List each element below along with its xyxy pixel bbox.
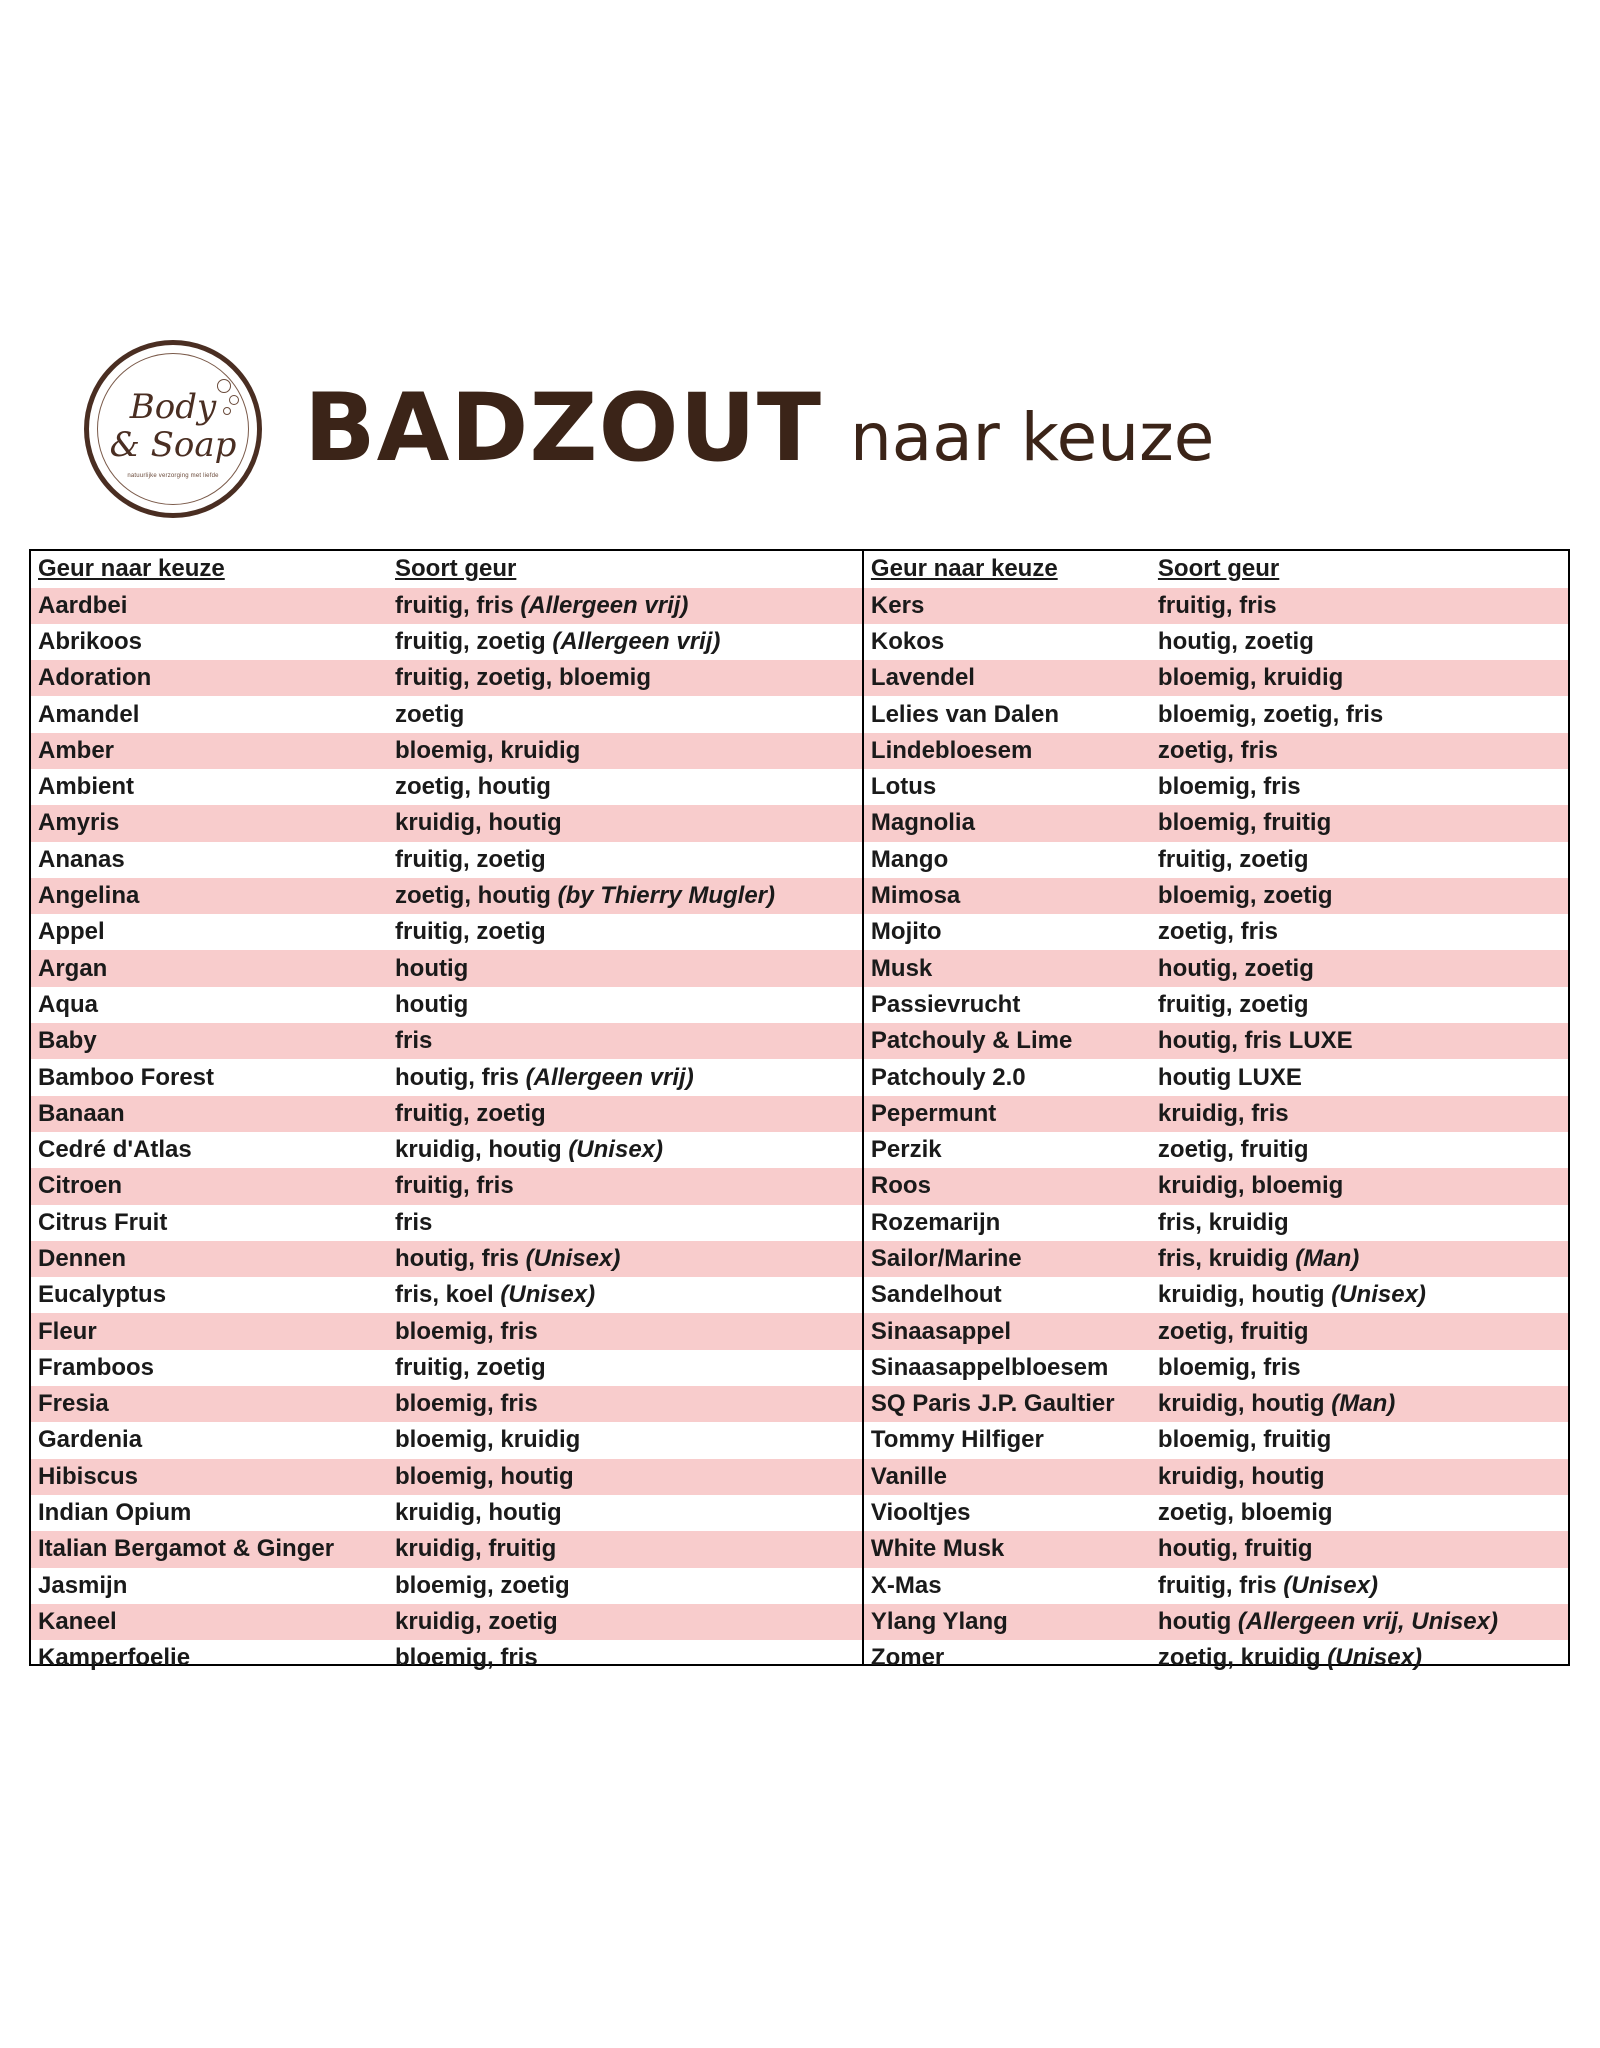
scent-type: kruidig, houtig	[1157, 1462, 1325, 1490]
scent-name: Eucalyptus	[38, 1281, 167, 1309]
scent-type: fris	[395, 1027, 433, 1055]
column-header-type: Soort geur	[1157, 555, 1280, 583]
scent-type: fris	[395, 1208, 433, 1236]
scent-type-cell	[1158, 1644, 1568, 1672]
scent-name: Lelies van Dalen	[870, 700, 1060, 728]
scent-type: zoetig	[395, 700, 465, 728]
scent-name: SQ Paris J.P. Gaultier	[870, 1390, 1115, 1418]
table-row	[864, 1495, 1568, 1531]
scent-type-cell	[395, 846, 862, 874]
scent-note: (Unisex)	[1331, 1281, 1426, 1309]
scent-name: Sinaasappel	[870, 1317, 1011, 1345]
table-row	[864, 624, 1568, 660]
scent-note: (Allergeen vrij)	[525, 1063, 694, 1091]
scent-name: Mojito	[870, 918, 942, 946]
scent-type: fruitig, fris	[1157, 591, 1277, 619]
table-row	[864, 1277, 1568, 1313]
scent-type-cell	[395, 1318, 862, 1346]
table-row	[31, 1168, 862, 1204]
scent-name: Adoration	[38, 664, 152, 692]
scent-type: fruitig, fris	[1157, 1571, 1277, 1599]
scent-type: fris, kruidig	[1157, 1208, 1289, 1236]
scent-note: (Man)	[1295, 1244, 1360, 1272]
scent-type: bloemig, fris	[395, 1390, 538, 1418]
table-row	[864, 1604, 1568, 1640]
table-row	[864, 950, 1568, 986]
scent-type-cell	[395, 1390, 862, 1418]
scent-type-cell	[1158, 991, 1568, 1019]
scent-type: fruitig, zoetig	[395, 627, 546, 655]
scent-type-cell	[1158, 1426, 1568, 1454]
scent-type-cell	[395, 955, 862, 983]
scent-name: Ambient	[38, 773, 134, 801]
scent-name: Zomer	[870, 1644, 945, 1672]
scent-type: houtig, zoetig	[1157, 954, 1314, 982]
table-row	[31, 987, 862, 1023]
scent-name: Sandelhout	[870, 1281, 1002, 1309]
scent-type: fruitig, zoetig	[1157, 990, 1309, 1018]
scent-type: zoetig, fruitig	[1157, 1136, 1309, 1164]
table-row	[864, 842, 1568, 878]
scent-type: fruitig, zoetig	[395, 1353, 546, 1381]
table-row	[864, 1422, 1568, 1458]
table-header-row	[864, 551, 1568, 588]
table-row	[31, 914, 862, 950]
scent-type: zoetig, fris	[1157, 736, 1278, 764]
column-header-scent: Geur naar keuze	[870, 555, 1058, 583]
scent-name: Mango	[870, 845, 949, 873]
scent-name: Kokos	[870, 627, 945, 655]
scent-type-cell	[395, 1281, 862, 1309]
scent-name: Appel	[38, 918, 105, 946]
table-row	[864, 878, 1568, 914]
scent-name: Lavendel	[870, 664, 975, 692]
scent-type-cell	[395, 701, 862, 729]
scent-note: (Unisex)	[568, 1136, 663, 1164]
scent-type-cell	[1158, 1535, 1568, 1563]
scent-note: (Allergeen vrij, Unisex)	[1237, 1607, 1498, 1635]
table-row	[864, 1568, 1568, 1604]
scent-type-cell	[395, 882, 862, 910]
table-row	[31, 1495, 862, 1531]
scent-type-cell	[395, 1644, 862, 1672]
scent-type: fruitig, fris	[395, 591, 514, 619]
scent-type: bloemig, fruitig	[1157, 809, 1332, 837]
scent-type-cell	[395, 1426, 862, 1454]
scent-name: Hibiscus	[38, 1462, 139, 1490]
scent-name: Gardenia	[38, 1426, 143, 1454]
table-row	[864, 696, 1568, 732]
table-row	[31, 1096, 862, 1132]
scent-name: Dennen	[38, 1244, 127, 1272]
scent-type: bloemig, zoetig	[395, 1571, 570, 1599]
table-row	[864, 588, 1568, 624]
table-row	[31, 1205, 862, 1241]
table-row	[31, 1132, 862, 1168]
scent-type-cell	[395, 1499, 862, 1527]
scent-type-cell	[395, 773, 862, 801]
scent-name: Citroen	[38, 1172, 122, 1200]
scent-type-cell	[395, 1027, 862, 1055]
table-row	[864, 769, 1568, 805]
table-row	[31, 1459, 862, 1495]
scent-type-cell	[1158, 773, 1568, 801]
scent-type-cell	[395, 737, 862, 765]
scent-note: (Unisex)	[1327, 1644, 1422, 1672]
table-row	[864, 1531, 1568, 1567]
scent-type: fruitig, zoetig, bloemig	[395, 664, 651, 692]
table-row	[864, 660, 1568, 696]
scent-type: fruitig, zoetig	[395, 845, 546, 873]
scent-type-cell	[395, 1245, 862, 1273]
scent-type-cell	[395, 664, 862, 692]
scent-type-cell	[1158, 628, 1568, 656]
scent-type: kruidig, houtig	[1157, 1281, 1325, 1309]
table-row	[31, 1023, 862, 1059]
scent-note: (Unisex)	[1283, 1571, 1378, 1599]
scent-type: houtig, fris	[395, 1063, 519, 1091]
scent-type: fris, kruidig	[1157, 1244, 1289, 1272]
scent-name: Perzik	[870, 1136, 942, 1164]
scent-name: Tommy Hilfiger	[870, 1426, 1044, 1454]
scent-type-cell	[395, 1136, 862, 1164]
scent-name: Fresia	[38, 1390, 109, 1418]
scent-type-cell	[1158, 846, 1568, 874]
table-row	[31, 1568, 862, 1604]
scent-type-cell	[1158, 1100, 1568, 1128]
table-row	[864, 1241, 1568, 1277]
scent-type: houtig LUXE	[1157, 1063, 1302, 1091]
title-sub: naar keuze	[849, 399, 1215, 476]
scent-table-left-column	[31, 551, 864, 1672]
scent-name: Sailor/Marine	[870, 1244, 1022, 1272]
scent-type: fruitig, zoetig	[395, 1099, 546, 1127]
table-row	[31, 950, 862, 986]
table-header-row	[31, 551, 862, 588]
scent-name: Ylang Ylang	[870, 1607, 1008, 1635]
scent-name: Viooltjes	[870, 1499, 971, 1527]
scent-type: fruitig, zoetig	[1157, 845, 1309, 873]
scent-note: (by Thierry Mugler)	[557, 882, 775, 910]
scent-type-cell	[1158, 1136, 1568, 1164]
table-row	[864, 914, 1568, 950]
table-row	[864, 1313, 1568, 1349]
table-row	[31, 805, 862, 841]
scent-type: kruidig, houtig	[395, 1136, 562, 1164]
scent-type-cell	[395, 1572, 862, 1600]
scent-type-cell	[1158, 1354, 1568, 1382]
scent-name: Jasmijn	[38, 1571, 128, 1599]
scent-type-cell	[1158, 1390, 1568, 1418]
scent-type-cell	[1158, 882, 1568, 910]
table-row	[864, 1640, 1568, 1676]
table-row	[864, 1459, 1568, 1495]
scent-name: Aqua	[38, 990, 98, 1018]
logo-text-body: Body	[129, 386, 217, 427]
scent-type-cell	[1158, 1318, 1568, 1346]
scent-name: Kers	[870, 591, 925, 619]
scent-type: houtig	[395, 954, 469, 982]
table-row	[864, 987, 1568, 1023]
scent-name: Passievrucht	[870, 990, 1021, 1018]
scent-type-cell	[1158, 809, 1568, 837]
scent-type-cell	[1158, 1172, 1568, 1200]
table-row	[864, 1132, 1568, 1168]
scent-name: Roos	[870, 1172, 931, 1200]
table-row	[31, 1277, 862, 1313]
scent-type-cell	[1158, 1064, 1568, 1092]
table-row	[31, 624, 862, 660]
scent-type-cell	[1158, 1209, 1568, 1237]
scent-name: Amandel	[38, 700, 140, 728]
scent-type-cell	[395, 1209, 862, 1237]
scent-name: Argan	[38, 954, 108, 982]
scent-type: kruidig, bloemig	[1157, 1172, 1344, 1200]
table-row	[864, 1350, 1568, 1386]
scent-type: zoetig, fris	[1157, 918, 1278, 946]
scent-type: houtig	[1157, 1607, 1232, 1635]
scent-note: (Unisex)	[525, 1244, 621, 1272]
scent-name: Citrus Fruit	[38, 1208, 168, 1236]
scent-name: Cedré d'Atlas	[38, 1136, 192, 1164]
scent-name: Bamboo Forest	[38, 1063, 215, 1091]
scent-type: bloemig, kruidig	[395, 1426, 581, 1454]
table-row	[31, 733, 862, 769]
scent-table	[29, 549, 1570, 1672]
scent-name: Angelina	[38, 882, 140, 910]
table-row	[31, 769, 862, 805]
scent-note: (Unisex)	[500, 1281, 596, 1309]
scent-name: Amber	[38, 736, 115, 764]
scent-name: Italian Bergamot & Ginger	[38, 1535, 335, 1563]
scent-type: bloemig, zoetig, fris	[1157, 700, 1384, 728]
scent-type-cell	[395, 592, 862, 620]
scent-type: kruidig, fruitig	[395, 1535, 557, 1563]
scent-name: Lindebloesem	[870, 736, 1033, 764]
scent-type-cell	[395, 809, 862, 837]
table-row	[31, 1059, 862, 1095]
scent-type-cell	[395, 1354, 862, 1382]
logo-text-soap: & Soap	[109, 424, 237, 465]
table-row	[31, 1313, 862, 1349]
scent-type: kruidig, houtig	[1157, 1390, 1325, 1418]
scent-type: zoetig, fruitig	[1157, 1317, 1309, 1345]
scent-name: Musk	[870, 954, 933, 982]
scent-name: Framboos	[38, 1353, 155, 1381]
table-row	[31, 878, 862, 914]
scent-type: kruidig, zoetig	[395, 1607, 558, 1635]
scent-name: Mimosa	[870, 882, 961, 910]
logo-tagline: natuurlijke verzorging met liefde	[127, 472, 219, 479]
scent-type: fruitig, zoetig	[395, 918, 546, 946]
scent-type-cell	[1158, 1027, 1568, 1055]
scent-name: Baby	[38, 1027, 97, 1055]
scent-type: houtig, fruitig	[1157, 1535, 1313, 1563]
scent-type-cell	[395, 1064, 862, 1092]
scent-type: zoetig, houtig	[395, 773, 551, 801]
table-row	[864, 805, 1568, 841]
scent-type-cell	[1158, 1463, 1568, 1491]
table-row	[31, 696, 862, 732]
table-row	[864, 733, 1568, 769]
scent-name: Banaan	[38, 1099, 125, 1127]
scent-type: houtig, fris LUXE	[1157, 1027, 1353, 1055]
scent-name: Aardbei	[38, 591, 128, 619]
scent-type: bloemig, fris	[1157, 1353, 1301, 1381]
scent-type: kruidig, houtig	[395, 809, 562, 837]
scent-type: fris, koel	[395, 1281, 494, 1309]
table-row	[31, 1386, 862, 1422]
scent-type-cell	[1158, 1572, 1568, 1600]
scent-name: Abrikoos	[38, 627, 143, 655]
scent-type-cell	[395, 1535, 862, 1563]
scent-name: X-Mas	[870, 1571, 942, 1599]
scent-type-cell	[1158, 918, 1568, 946]
scent-type-cell	[395, 991, 862, 1019]
scent-type-cell	[395, 1463, 862, 1491]
table-row	[31, 1350, 862, 1386]
table-row	[864, 1168, 1568, 1204]
scent-type-cell	[1158, 1245, 1568, 1273]
scent-type: kruidig, fris	[1157, 1099, 1289, 1127]
scent-name: Fleur	[38, 1317, 97, 1345]
scent-note: (Allergeen vrij)	[520, 591, 689, 619]
scent-type: kruidig, houtig	[395, 1499, 562, 1527]
scent-type-cell	[395, 1172, 862, 1200]
scent-name: Amyris	[38, 809, 120, 837]
scent-name: Ananas	[38, 845, 125, 873]
table-row	[31, 1640, 862, 1676]
table-row	[31, 1531, 862, 1567]
scent-name: Patchouly 2.0	[870, 1063, 1026, 1091]
scent-type: fruitig, fris	[395, 1172, 514, 1200]
table-row	[864, 1023, 1568, 1059]
scent-type-cell	[1158, 701, 1568, 729]
scent-type: houtig, zoetig	[1157, 627, 1314, 655]
scent-type: bloemig, houtig	[395, 1462, 574, 1490]
scent-type: bloemig, fris	[395, 1644, 538, 1672]
table-row	[31, 1422, 862, 1458]
scent-note: (Man)	[1331, 1390, 1396, 1418]
column-header-type: Soort geur	[395, 555, 517, 583]
scent-name: Kaneel	[38, 1607, 117, 1635]
scent-type-cell	[1158, 592, 1568, 620]
table-row	[31, 1604, 862, 1640]
scent-type-cell	[395, 918, 862, 946]
table-row	[864, 1386, 1568, 1422]
scent-name: Rozemarijn	[870, 1208, 1001, 1236]
scent-name: Vanille	[870, 1462, 947, 1490]
table-row	[31, 1241, 862, 1277]
column-header-scent: Geur naar keuze	[38, 555, 225, 583]
scent-type-cell	[1158, 664, 1568, 692]
scent-name: Lotus	[870, 773, 937, 801]
scent-type: zoetig, bloemig	[1157, 1499, 1333, 1527]
scent-name: Kamperfoelie	[38, 1644, 191, 1672]
scent-type: zoetig, houtig	[395, 882, 551, 910]
scent-type: bloemig, fruitig	[1157, 1426, 1332, 1454]
scent-type-cell	[395, 1100, 862, 1128]
scent-note: (Allergeen vrij)	[552, 627, 721, 655]
table-row	[31, 660, 862, 696]
scent-type: zoetig, kruidig	[1157, 1644, 1321, 1672]
table-row	[864, 1059, 1568, 1095]
scent-type-cell	[395, 628, 862, 656]
title-main: BADZOUT	[304, 374, 822, 483]
scent-type: houtig	[395, 990, 469, 1018]
scent-type-cell	[1158, 737, 1568, 765]
scent-type-cell	[395, 1608, 862, 1636]
table-row	[31, 842, 862, 878]
scent-name: Pepermunt	[870, 1099, 997, 1127]
table-row	[31, 588, 862, 624]
scent-type: houtig, fris	[395, 1244, 519, 1272]
page-header	[84, 336, 1214, 521]
scent-type-cell	[1158, 1281, 1568, 1309]
scent-type-cell	[1158, 1499, 1568, 1527]
scent-type: bloemig, fris	[395, 1317, 538, 1345]
scent-name: Magnolia	[870, 809, 975, 837]
table-row	[864, 1096, 1568, 1132]
scent-type: bloemig, kruidig	[395, 736, 581, 764]
scent-type: bloemig, fris	[1157, 773, 1301, 801]
table-row	[864, 1205, 1568, 1241]
scent-name: White Musk	[870, 1535, 1005, 1563]
scent-table-right-column	[864, 551, 1568, 1672]
scent-type: bloemig, zoetig	[1157, 882, 1333, 910]
scent-type-cell	[1158, 955, 1568, 983]
scent-name: Sinaasappelbloesem	[870, 1353, 1109, 1381]
body-and-soap-logo	[84, 340, 262, 518]
scent-name: Indian Opium	[38, 1499, 192, 1527]
scent-type-cell	[1158, 1608, 1568, 1636]
scent-name: Patchouly & Lime	[870, 1027, 1073, 1055]
scent-type: bloemig, kruidig	[1157, 664, 1344, 692]
page-title	[304, 374, 1214, 483]
